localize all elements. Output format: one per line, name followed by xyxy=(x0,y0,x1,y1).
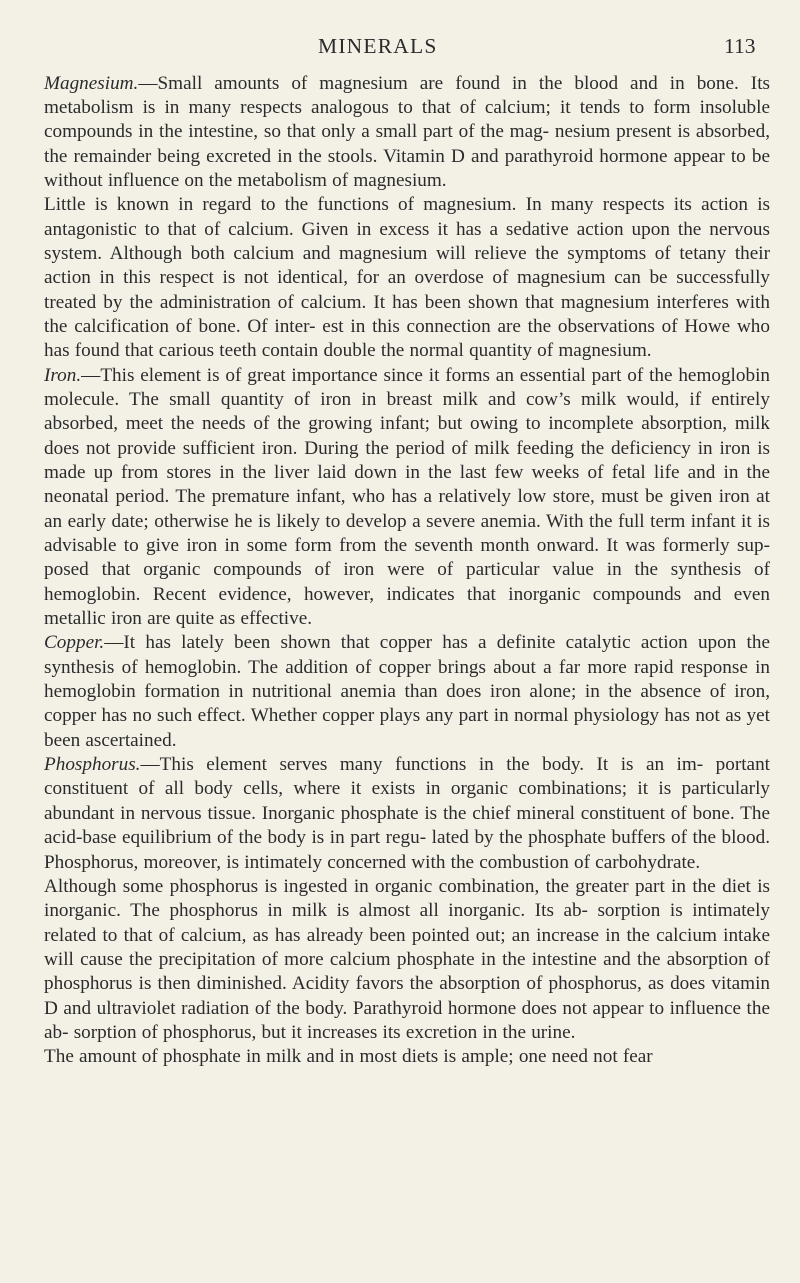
paragraph-text: —This element serves many functions in the body. It is an im- portant constituent of all body cells, where it exists in organic combinations; it is particularly abundant in nervous tissue. Inorganic phosphate is the chief mineral constituent of bone. The acid-base equilibrium of the body is in part regu- lated by the phosphate buffers of the blood. Phosphorus, moreover, is intimately concerned with the combustion of carbohydrate. xyxy=(44,754,770,873)
section-lead-iron: Iron. xyxy=(44,364,82,386)
running-head xyxy=(0,34,800,64)
body-text xyxy=(44,72,770,1070)
paragraph-phosphorus xyxy=(44,753,770,875)
section-lead-phosphorus: Phosphorus. xyxy=(44,754,141,776)
paragraph-magnesium xyxy=(44,72,770,194)
paragraph-text: The amount of phosphate in milk and in most diets is ample; one need not fear xyxy=(44,1046,653,1068)
paragraph-copper xyxy=(44,631,770,753)
section-lead-copper: Copper. xyxy=(44,632,105,654)
paragraph-text: —Small amounts of magnesium are found in the blood and in bone. Its metabolism is in many respects analogous to that of calcium; it tends to form insoluble compounds in the intestine, so that only a small part of the mag- nesium present is absorbed, the remainder being excreted in the stools. Vitamin D and parathyroid hormone appear to be without influence on the metabolism of magnesium. xyxy=(44,72,770,191)
paragraph-text: —It has lately been shown that copper has a definite catalytic action upon the synthesis of hemoglobin. The addition of copper brings about a far more rapid response in hemoglobin formation in nutritional anemia than does iron alone; in the absence of iron, copper has no such effect. Whether copper plays any part in normal physiology has not as yet been ascertained. xyxy=(44,632,770,751)
paragraph-text: Although some phosphorus is ingested in organic combination, the greater part in the diet is inorganic. The phosphorus in milk is almost all inorganic. Its ab- sorption is intimately related to that of calcium, as has already been pointed out; an increase in the calcium intake will cause the precipitation of more calcium phosphate in the intestine and the absorption of phosphorus is then diminished. Acidity favors the absorption of phosphorus, as does vitamin D and ultraviolet radiation of the body. Parathyroid hormone does not appear to influence the ab- sorption of phosphorus, but it increases its excretion in the urine. xyxy=(44,875,770,1043)
running-title: MINERALS xyxy=(318,34,438,58)
paragraph-magnesium-functions xyxy=(44,193,770,363)
paragraph-text: —This element is of great importance since it forms an essential part of the hemoglobin molecule. The small quantity of iron in breast milk and cow’s milk would, if entirely absorbed, meet the needs of the growing infant; but owing to incomplete absorption, milk does not provide sufficient iron. During the period of milk feeding the deficiency in iron is made up from stores in the liver laid down in the last few weeks of fetal life and in the neonatal period. The premature infant, who has a relatively low store, must be given iron at an early date; otherwise he is likely to develop a severe anemia. With the full term infant it is advisable to give iron in some form from the seventh month onward. It was formerly sup- posed that organic compounds of iron were of particular value in the synthesis of hemoglobin. Recent evidence, however, indicates that inorganic compounds and even metallic iron are quite as effective. xyxy=(44,364,770,630)
section-lead-magnesium: Magnesium. xyxy=(44,72,139,94)
paragraph-iron xyxy=(44,364,770,632)
paragraph-phosphate-amount xyxy=(44,1045,770,1069)
paragraph-text: Little is known in regard to the functions of magnesium. In many respects its action is antagonistic to that of calcium. Given in excess it has a sedative action upon the nervous system. Although both calcium and magnesium will relieve the symptoms of tetany their action in this respect is not identical, for an overdose of magnesium can be successfully treated by the administration of calcium. It has been shown that magnesium interferes with the calcification of bone. Of inter- est in this connection are the observations of Howe who has found that carious teeth contain double the normal quantity of magnesium. xyxy=(44,194,770,362)
paragraph-phosphorus-absorption xyxy=(44,875,770,1045)
page-number: 113 xyxy=(724,34,756,58)
